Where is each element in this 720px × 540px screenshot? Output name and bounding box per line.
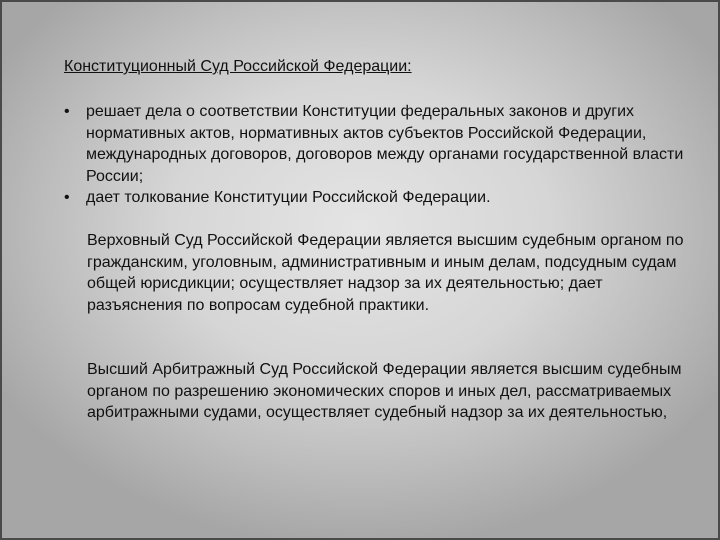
bullet-text: решает дела о соответствии Конституции федеральных законов и других нормативных актов, нормативных актов субъектов Российской Федерации, международных договоров, договоров между органами государственной власти России; xyxy=(86,103,684,185)
bullet-dot-icon: • xyxy=(64,103,70,120)
bullet-item xyxy=(64,187,694,209)
paragraph-supreme-court: Верховный Суд Российской Федерации является высшим судебным органом по гражданским, уголовным, административным и иным делам, подсудным судам общей юрисдикции; осуществляет надзор за их деятельностью; дает разъяснения по вопросам судебной практики. xyxy=(87,232,684,314)
heading-constitutional-court: Конституционный Суд Российской Федерации: xyxy=(64,58,412,75)
bullet-item xyxy=(64,101,694,187)
paragraph-arbitration-court: Высший Арбитражный Суд Российской Федерации является высшим судебным органом по разрешению экономических споров и иных дел, рассматриваемых арбитражными судами, осуществляет судебный надзор за их деятельностью, xyxy=(87,361,682,421)
bullet-list xyxy=(64,101,694,209)
bullet-text: дает толкование Конституции Российской Федерации. xyxy=(86,189,491,206)
bullet-dot-icon: • xyxy=(64,189,70,206)
